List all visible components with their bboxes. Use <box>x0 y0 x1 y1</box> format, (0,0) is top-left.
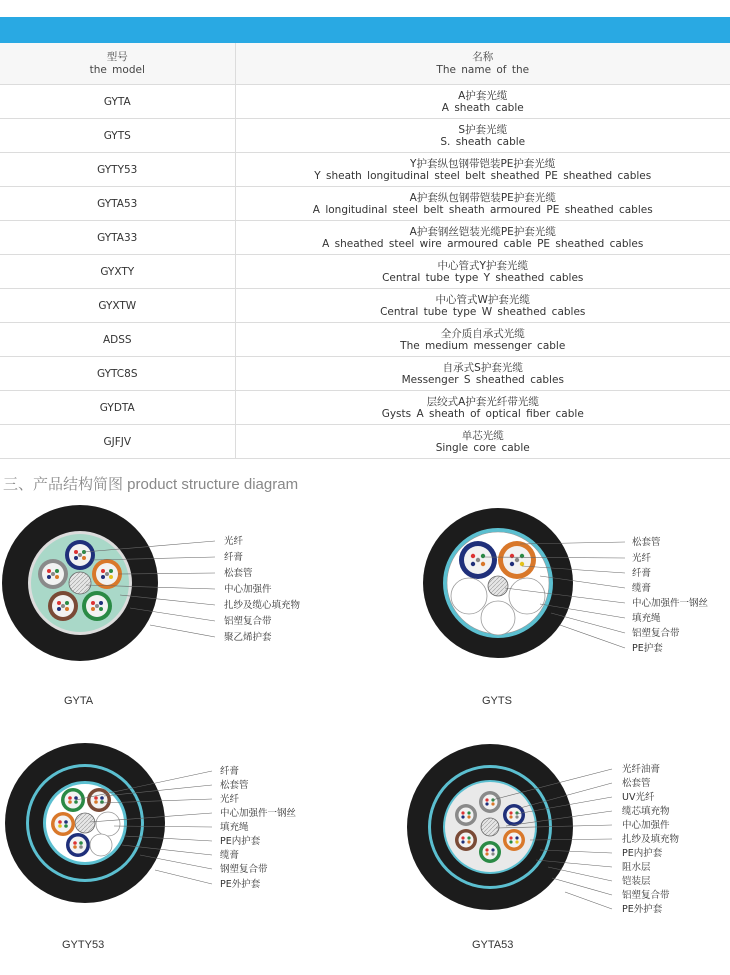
gyty53-label-6: PE内护套 <box>220 836 261 847</box>
gyts-tube-orange <box>498 541 536 579</box>
model-header-en: the model <box>89 63 145 76</box>
model-cell: GYTC8S <box>0 357 235 391</box>
gyts-label-3: 纤膏 <box>632 568 652 579</box>
name-zh: A护套钢丝铠装光缆PE护套光缆 <box>409 225 556 238</box>
gyts-caption: GYTS <box>482 695 512 707</box>
gyta-strength-member <box>69 572 91 594</box>
gyts-label-1: 松套管 <box>632 537 661 548</box>
name-zh: 中心管式Y护套光缆 <box>437 259 528 272</box>
name-cell <box>235 255 730 289</box>
header-bar <box>0 17 730 43</box>
gyta53-label-4: 缆芯填充物 <box>622 806 670 817</box>
name-zh: 全介质自承式光缆 <box>440 327 525 340</box>
model-cell: GYTA33 <box>0 221 235 255</box>
table-row <box>0 323 730 357</box>
gyta53-tube-gray-2 <box>455 804 477 826</box>
gyta53-diagram <box>407 744 680 951</box>
gyta53-label-8: 阻水层 <box>622 862 651 873</box>
gyts-steel-wire <box>488 576 508 596</box>
gyta-tube-gray <box>38 559 68 589</box>
gyty53-tube-orange <box>51 812 75 836</box>
name-cell <box>235 323 730 357</box>
name-zh: 层绞式A护套光纤带光缆 <box>426 395 539 408</box>
gyty53-label-3: 光纤 <box>220 794 240 805</box>
table-row <box>0 425 730 459</box>
gyta-label-3: 松套管 <box>224 568 253 579</box>
name-en: Central tube type W sheathed cables <box>380 305 586 318</box>
model-header-zh: 型号 <box>106 50 128 63</box>
model-cell: GJFJV <box>0 425 235 459</box>
model-cell: GYXTW <box>0 289 235 323</box>
gyta-label-2: 纤膏 <box>224 552 244 563</box>
name-zh: S护套光缆 <box>458 123 508 136</box>
gyts-label-4: 缆膏 <box>632 583 652 594</box>
gyta-tube-orange <box>92 559 122 589</box>
model-cell: GYXTY <box>0 255 235 289</box>
gyty53-label-7: 缆膏 <box>220 850 240 861</box>
model-cell: GYDTA <box>0 391 235 425</box>
name-cell <box>235 391 730 425</box>
table-row <box>0 85 730 119</box>
gyta53-caption: GYTA53 <box>472 939 514 951</box>
gyta53-label-5: 中心加强件 <box>622 820 670 831</box>
name-en: A longitudinal steel belt sheath armoured PE sheathed cables <box>312 203 653 216</box>
name-zh: A护套纵包钢带铠装PE护套光缆 <box>409 191 556 204</box>
gyta53-label-6: 扎纱及填充物 <box>622 834 680 845</box>
gyty53-steel-wire <box>75 813 95 833</box>
gyts-label-2: 光纤 <box>632 553 652 564</box>
gyty53-tube-green <box>61 788 85 812</box>
gyts-filler-3 <box>481 601 515 635</box>
name-zh: 单芯光缆 <box>461 429 504 442</box>
table-row <box>0 289 730 323</box>
gyta53-tube-brown <box>455 829 477 851</box>
gyty53-filler-1 <box>96 812 120 836</box>
name-en: Messenger S sheathed cables <box>401 373 564 386</box>
gyta-label-4: 中心加强件 <box>224 584 272 595</box>
gyta53-label-11: PE外护套 <box>622 904 663 915</box>
name-en: S. sheath cable <box>440 135 526 148</box>
section-title: 三、产品结构简图 product structure diagram <box>3 476 299 493</box>
gyty53-label-5: 填充绳 <box>220 822 249 833</box>
gyty53-caption: GYTY53 <box>62 939 105 951</box>
name-header-zh: 名称 <box>472 50 494 63</box>
gyta53-label-1: 光纤油膏 <box>622 764 661 775</box>
gyts-label-8: PE护套 <box>632 643 663 654</box>
gyts-label-5: 中心加强件一钢丝 <box>632 598 709 609</box>
model-table <box>0 43 730 459</box>
name-en: Gysts A sheath of optical fiber cable <box>381 407 584 420</box>
name-cell <box>235 289 730 323</box>
table-row <box>0 255 730 289</box>
gyty53-filler-2 <box>90 834 112 856</box>
gyty53-label-9: PE外护套 <box>220 879 261 890</box>
gyts-label-6: 填充绳 <box>632 613 661 624</box>
gyta53-label-9: 铠装层 <box>622 876 651 887</box>
gyta-tube-brown <box>48 591 78 621</box>
name-cell <box>235 187 730 221</box>
model-cell: GYTA <box>0 85 235 119</box>
gyts-filler-1 <box>451 578 487 614</box>
gyta-tube-blue <box>65 540 95 570</box>
table-row <box>0 119 730 153</box>
gyta-caption: GYTA <box>64 695 94 707</box>
table-row <box>0 221 730 255</box>
gyta53-tube-green <box>479 841 501 863</box>
gyta53-tube-orange <box>503 829 525 851</box>
name-cell <box>235 357 730 391</box>
model-cell: GYTS <box>0 119 235 153</box>
model-cell: GYTA53 <box>0 187 235 221</box>
gyta53-label-10: 铝塑复合带 <box>622 890 670 901</box>
name-en: Y sheath longitudinal steel belt sheathed PE sheathed cables <box>314 169 652 182</box>
name-cell <box>235 425 730 459</box>
gyta53-tube-gray <box>479 791 501 813</box>
gyty53-diagram <box>5 743 297 951</box>
gyta-label-6: 铝塑复合带 <box>224 616 272 627</box>
gyta53-label-3: UV光纤 <box>622 792 655 803</box>
gyty53-tube-blue <box>66 833 90 857</box>
name-column-header <box>235 43 730 85</box>
gyty53-label-8: 钢塑复合带 <box>220 864 268 875</box>
gyty53-label-1: 纤膏 <box>220 766 240 777</box>
name-zh: 自承式S护套光缆 <box>442 361 523 374</box>
model-column-header <box>0 43 235 85</box>
name-zh: A护套光缆 <box>458 89 508 102</box>
gyta-tube-green <box>82 591 112 621</box>
gyta-label-7: 聚乙烯护套 <box>224 632 272 643</box>
gyta53-strength-member <box>481 818 499 836</box>
model-cell: GYTY53 <box>0 153 235 187</box>
name-cell <box>235 119 730 153</box>
table-row <box>0 391 730 425</box>
name-en: A sheathed steel wire armoured cable PE sheathed cables <box>322 237 644 250</box>
gyta53-label-2: 松套管 <box>622 778 651 789</box>
gyts-filler-2 <box>509 578 545 614</box>
name-zh: Y护套纵包钢带铠装PE护套光缆 <box>410 157 556 170</box>
name-en: A sheath cable <box>441 101 524 114</box>
gyty53-label-2: 松套管 <box>220 780 249 791</box>
name-zh: 中心管式W护套光缆 <box>435 293 530 306</box>
gyta-label-1: 光纤 <box>224 536 244 547</box>
model-cell: ADSS <box>0 323 235 357</box>
name-en: The medium messenger cable <box>400 339 566 352</box>
gyts-label-7: 铝塑复合带 <box>632 628 680 639</box>
table-row <box>0 357 730 391</box>
gyta53-label-7: PE内护套 <box>622 848 663 859</box>
name-en: Central tube type Y sheathed cables <box>382 271 584 284</box>
gyts-diagram <box>423 508 709 707</box>
table-row <box>0 187 730 221</box>
gyta-diagram <box>2 505 301 707</box>
name-cell <box>235 153 730 187</box>
name-en: Single core cable <box>435 441 530 454</box>
gyty53-tube-brown <box>87 788 111 812</box>
table-row <box>0 153 730 187</box>
gyts-tube-blue <box>459 541 497 579</box>
name-header-en: The name of the <box>436 63 530 76</box>
table-header-row <box>0 43 730 85</box>
gyta-label-5: 扎纱及缆心填充物 <box>224 600 301 611</box>
gyty53-label-4: 中心加强件一钢丝 <box>220 808 297 819</box>
name-cell <box>235 85 730 119</box>
structure-diagrams <box>0 500 730 975</box>
name-cell <box>235 221 730 255</box>
